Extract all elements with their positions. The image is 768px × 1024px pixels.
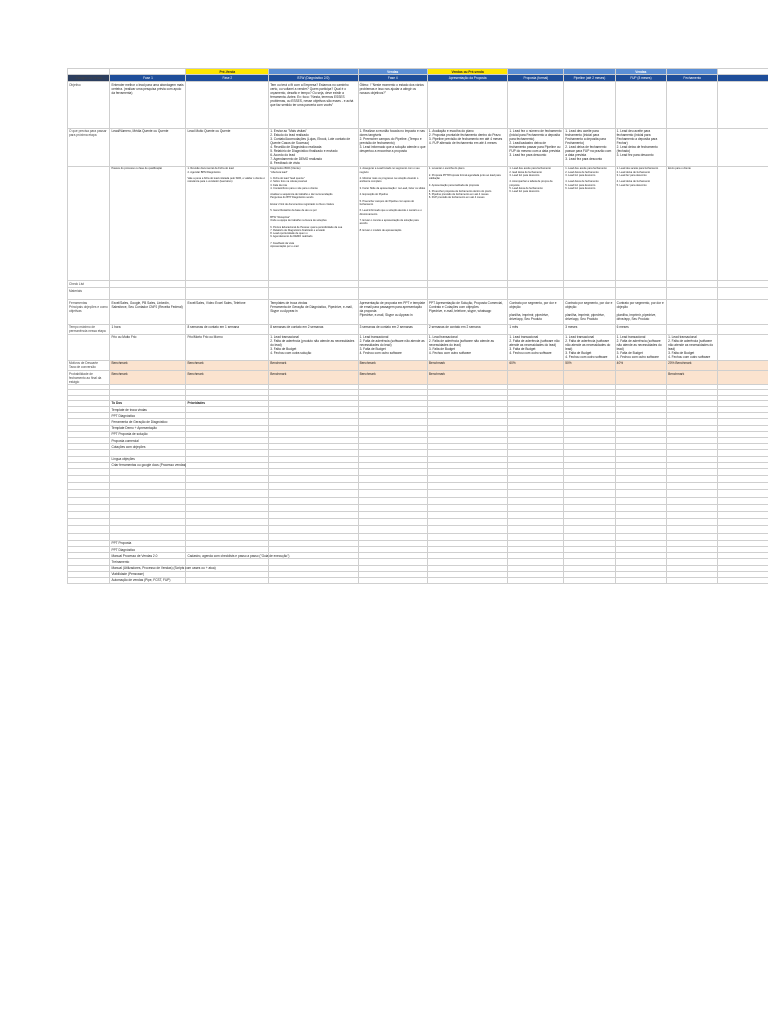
sheet-cell[interactable]: 1. Lead transacional 2. Falta de aderência (software não atende as necessidades do lead) 3. Falta de Budget 4. Fechou com outro software [358, 334, 427, 360]
sheet-cell[interactable] [358, 512, 427, 519]
sheet-cell[interactable] [68, 497, 110, 504]
sheet-cell[interactable]: Benchmark [186, 371, 269, 385]
sheet-cell[interactable]: Contrato por segmento, por dor e objeção planilha, imprimir, pipedrive, drive/app, Seu Produto [615, 300, 666, 324]
todo-item[interactable]: Template de troca vindas [110, 407, 186, 413]
empty-row [68, 497, 768, 504]
row-label[interactable] [68, 334, 110, 360]
todo-item[interactable]: Proposta comercial [110, 437, 186, 443]
sheet-cell[interactable] [508, 280, 564, 287]
sheet-cell[interactable] [508, 476, 564, 483]
sheet-cell[interactable] [615, 577, 666, 583]
sheet-cell[interactable]: 6 meses [615, 324, 666, 334]
sheet-cell[interactable]: Benchmark [667, 371, 718, 385]
sheet-cell[interactable] [68, 468, 110, 475]
deliverable-note[interactable] [186, 577, 269, 583]
sheet-row-ferramentas [68, 300, 768, 324]
sheet-cell[interactable] [68, 504, 110, 511]
sheet-cell[interactable] [718, 360, 768, 370]
sheet-cell[interactable]: Benchmark [110, 360, 186, 370]
sheet-cell[interactable]: Contrato por segmento, por dor e objeção planilha, imprimir, pipedrive, drive/app, Seu Produto [564, 300, 615, 324]
sheet-cell[interactable] [427, 483, 507, 490]
sheet-cell[interactable] [564, 483, 615, 490]
sheet-cell[interactable] [718, 280, 768, 287]
sheet-cell[interactable]: Excel/Sales, Vídeo Excel Sales, Telefone [186, 300, 269, 324]
sheet-cell[interactable] [358, 533, 427, 540]
sheet-cell[interactable] [718, 128, 768, 166]
sheet-cell[interactable]: 1. Revisão documental da Ficha do lead 2. Agendar BPM Diagnóstico Vale a pena a ficha do lead coletada pelo SDR, e validar o cliente é relevância para o vendedor (lead ativo) [186, 166, 269, 280]
sheet-cell[interactable] [615, 497, 666, 504]
sheet-cell[interactable]: 40% [615, 360, 666, 370]
sheet-cell[interactable] [508, 512, 564, 519]
deliverable-item[interactable]: Manual (Utilizadores, Processo de Vendas) (Scripts com cases ou + atua) [111, 566, 216, 571]
sheet-cell[interactable] [508, 526, 564, 533]
sheet-cell[interactable] [186, 497, 269, 504]
sheet-cell[interactable]: 8 semanas de contato em 1 semana [186, 324, 269, 334]
sheet-cell[interactable]: 1. Levantar o escolha do plano 2. Proposta PPT/Proposta formal agendada junto ao lead para validação 3. Apresentação personalizada da proposta 4. Preencher proposta de fechamento dentro do prazo 5. Pipeline previsão de fechamento em até 4 meses 6. FUP previsão de fechamento em até 4 meses [427, 166, 507, 280]
sheet-cell[interactable]: Ótimo: ! "Neste momento o estado dos vários problemas e isso nos ajudar a atingir os nossos objetivos?" [358, 82, 427, 128]
sheet-cell[interactable] [427, 280, 507, 287]
sheet-cell[interactable] [718, 324, 768, 334]
sheet-cell[interactable] [110, 468, 186, 475]
sheet-cell[interactable] [186, 288, 269, 300]
sheet-cell[interactable] [564, 288, 615, 300]
sheet-cell[interactable]: Lead/Número, Média Quente ou Quente [110, 128, 186, 166]
sheet-cell[interactable] [667, 497, 718, 504]
sheet-cell[interactable] [358, 476, 427, 483]
deliverable-item[interactable]: PPT Proposta [110, 540, 186, 546]
sheet-cell[interactable]: 1. Lead fez o número de fechamento (inicial para Fechamento a deposita para fechamento) 2. Lead/cadastro deixa de fechamento passar para Pipeline ou FUP do mesmo com a data prevista 3. Lead fez para desconto [508, 128, 564, 166]
sheet-cell[interactable] [615, 504, 666, 511]
stage-header-cell[interactable]: Apresentação da Proposta [427, 75, 507, 82]
sheet-cell[interactable] [718, 371, 768, 385]
todo-item[interactable]: Ferramenta de Geração de Diagnóstico [110, 419, 186, 425]
sheet-cell[interactable] [564, 280, 615, 287]
sheet-cell[interactable] [667, 483, 718, 490]
empty-row [68, 490, 768, 497]
sheet-cell[interactable]: Templates de troca vindas Ferramenta de Geração de Diagnóstico, Pipedrive, e-mail, Skype ou Appear.in [269, 300, 358, 324]
sheet-cell[interactable]: 1. Lead transacional 2. Falta de aderência (software não atende as necessidades do lead) 3. Falta de Budget 4. Fechou com outro software [667, 334, 718, 360]
sheet-cell[interactable] [110, 288, 186, 300]
sheet-cell[interactable]: 1. Lead transacional 2. Falta de aderência (software não atende as necessidades do lead) 3. Falta de Budget 4. Fechou com outro software [427, 334, 507, 360]
sheet-cell[interactable] [110, 526, 186, 533]
sheet-cell[interactable] [508, 533, 564, 540]
sheet-cell[interactable] [358, 504, 427, 511]
sheet-cell[interactable]: 1. Assegurar a Lead focado no segmento com o seu negócio 2. Mostrar mais os progresso na solução visando o ambiente completo 3. Fazer Slide da apresentação / na Lead, fazer os slides 4. Exposição do Pipeline 5. Preencher campos do Pipeline com apoio do fechamento 6. Lead informado que a solução atende o cenário e o direcionamento 7. Enviar o convite a apresentação de solução para acordo 8. Enviar o modelo de apresentação [358, 166, 427, 280]
deliverable-item[interactable]: Automação de vendas (Pipe, FCST, FUP) [110, 577, 186, 583]
sheet-cell[interactable] [269, 526, 358, 533]
sheet-cell[interactable] [269, 280, 358, 287]
sheet-cell[interactable]: Diagnóstico BDR (Cliente) "Abertura lead" 1. Ficha do lead "lead quente" 2. Sobre foco na coleta possível 3. Fala da rota 4. Contato/Foco para o site para o cliente Analisar a sequência de trabalho e dar recomendação Perguntas do BTP Diagnóstico sendo Enviar 2 link de documentos registrado no fluxo criativa 5. Gerar Relatório da base de ato ou por BTW "Receptiva" Onde a equipe de trabalho na busca de soluções 6. Pontos Educacional de Pessoa: qual a periodicidade da sua 7. Relatório de Diagnóstico finalizado e enviado 8. Lead oportunidade de quem o 9. Agendamento de DEMO realizado 7. Feedback da vista Apresentação por e-mail [269, 166, 358, 280]
sheet-cell[interactable] [718, 82, 768, 128]
row-label[interactable]: Probabilidade de fechamento ao final da estágio [68, 371, 110, 385]
sheet-cell[interactable] [718, 300, 768, 324]
sheet-cell[interactable] [427, 519, 507, 526]
todo-item[interactable]: Cotações com objeções [110, 444, 186, 450]
sheet-cell[interactable] [427, 533, 507, 540]
deliverable-row [68, 577, 768, 583]
sheet-cell[interactable]: 20% Benchmark [667, 360, 718, 370]
sheet-cell[interactable] [186, 519, 269, 526]
sheet-cell[interactable] [269, 483, 358, 490]
todo-item[interactable]: PPT Diagnóstico [110, 413, 186, 419]
sheet-cell[interactable] [718, 577, 768, 583]
sheet-cell[interactable] [186, 483, 269, 490]
todo-item[interactable]: PPT Proposta de solução [110, 431, 186, 437]
stage-group-cell[interactable]: Vendas ou Pré-venda [427, 69, 507, 75]
sheet-cell[interactable] [667, 324, 718, 334]
sheet-cell[interactable]: Benchmark [186, 360, 269, 370]
sheet-cell[interactable] [508, 483, 564, 490]
sheet-cell[interactable] [667, 533, 718, 540]
sheet-cell[interactable] [508, 497, 564, 504]
sheet-cell[interactable] [718, 519, 768, 526]
stage-header-cell[interactable]: BTW (Diagnóstico 2/2) [269, 75, 358, 82]
sheet-cell[interactable]: Frio ou Muito Frio [110, 334, 186, 360]
stage-group-cell[interactable]: Vendas [615, 69, 666, 75]
sheet-cell[interactable]: 1. Enviar ao "Mais visitas" 2. Estudo do lead realizado 3. Contato/Acomodações (Lojas, Ebook, Lote contato de Quente Casos de Sucesso) 4. Reunião de Diagnóstico realizada 5. Relatório de Diagnóstico finalizado e enviado 6. Acordo do lead 7. Agendamento de DEMO realizado 8. Feedback de vista [269, 128, 358, 166]
sheet-cell[interactable] [186, 280, 269, 287]
stage-header-cell[interactable]: Fase 1 [110, 75, 186, 82]
stage-header-cell[interactable]: Pipeline (até 2 meses) [564, 75, 615, 82]
sheet-cell[interactable]: Benchmark [269, 360, 358, 370]
sheet-cell[interactable] [564, 512, 615, 519]
sheet-cell[interactable] [718, 476, 768, 483]
sheet-cell[interactable] [564, 476, 615, 483]
stage-header-cell[interactable]: Fase 2 [186, 75, 269, 82]
stage-header-cell[interactable]: Fase 4 [358, 75, 427, 82]
sheet-cell[interactable] [110, 476, 186, 483]
sheet-cell[interactable]: 1. Lead transacional 2. Falta de aderência (software não atende as necessidades do lead) 3. Falta de Budget 4. Fechou com outro software [564, 334, 615, 360]
sheet-row-passos [68, 166, 768, 280]
todo-item[interactable]: Template Demo + Apresentação [110, 425, 186, 431]
sheet-cell[interactable]: Entender melhor o lead para uma abordagem mais certeira. (realizar uma pesquisa prévia com apoio da ferramenta) [110, 82, 186, 128]
empty-row [68, 468, 768, 475]
sheet-cell[interactable]: Apresentação de proposta em PPT e template de email para passagem para apresentação da proposta Pipedrive, e-mail, Skype ou Appear.in [358, 300, 427, 324]
sheet-cell[interactable]: 1. Avaliação e escolha do plano 2. Proposta pronta/de fechamento dentro do Prazo 3. Pipeline previsão de fechamento em até 4 meses 4. FUP alterado de fechamento em até 4 meses [427, 128, 507, 166]
sheet-cell[interactable] [508, 371, 564, 385]
deliverable-item[interactable]: Manual Processo de Vendas 2.0 [110, 553, 186, 559]
sheet-cell[interactable] [508, 82, 564, 128]
sheet-cell[interactable] [186, 526, 269, 533]
sheet-cell[interactable] [508, 288, 564, 300]
sheet-cell[interactable] [615, 519, 666, 526]
sheet-cell[interactable] [427, 504, 507, 511]
sheet-cell[interactable] [718, 483, 768, 490]
sheet-cell[interactable] [68, 526, 110, 533]
sheet-cell[interactable] [427, 577, 507, 583]
sheet-cell[interactable] [269, 497, 358, 504]
sheet-cell[interactable] [718, 526, 768, 533]
stage-header-cell[interactable]: FUP (8 meses) [615, 75, 666, 82]
sheet-cell[interactable]: 3 semanas de contato em 2 semanas [358, 324, 427, 334]
sheet-cell[interactable] [358, 483, 427, 490]
sheet-cell[interactable] [186, 504, 269, 511]
sheet-cell[interactable] [667, 300, 718, 324]
empty-row [68, 533, 768, 540]
sheet-cell[interactable] [667, 490, 718, 497]
sheet-cell[interactable] [110, 519, 186, 526]
sheet-cell[interactable] [615, 533, 666, 540]
sheet-cell[interactable] [427, 468, 507, 475]
sheet-cell[interactable] [110, 504, 186, 511]
sheet-cell[interactable] [615, 280, 666, 287]
sheet-cell[interactable] [358, 497, 427, 504]
sheet-cell[interactable]: PPT Apresentação de Solução, Proposta Comercial, Contrato e Cotações com objeções Pipedrive, e-mail, telefone, skype, whatsapp [427, 300, 507, 324]
sheet-cell[interactable] [186, 476, 269, 483]
sheet-cell[interactable] [615, 512, 666, 519]
sheet-cell[interactable] [615, 476, 666, 483]
sheet-cell[interactable] [427, 490, 507, 497]
sheet-cell[interactable] [667, 128, 718, 166]
row-label[interactable]: Ferramentas Principais objeções e como objetivas [68, 300, 110, 324]
sheet-cell[interactable]: 50% [564, 360, 615, 370]
sheet-cell[interactable]: 8 semanas de contato em 2 semanas [269, 324, 358, 334]
sheet-cell[interactable] [269, 512, 358, 519]
sheet-cell[interactable]: Benchmark [110, 371, 186, 385]
sheet-cell[interactable] [667, 476, 718, 483]
sheet-cell[interactable] [508, 490, 564, 497]
sheet-cell[interactable]: Benchmark [269, 371, 358, 385]
sheet-cell[interactable]: Lead Muito Quente ou Quente [186, 128, 269, 166]
sheet-cell[interactable] [358, 468, 427, 475]
row-label[interactable]: Motivos de Descarte Taxa de conversão [68, 360, 110, 370]
sheet-cell[interactable]: 1. Lead transacional 2. Falta de aderência (software não atende as necessidades do lead) 3. Falta de Budget 4. Fechou com outro software [615, 334, 666, 360]
empty-row [68, 519, 768, 526]
sheet-cell[interactable] [615, 288, 666, 300]
sheet-cell[interactable] [718, 504, 768, 511]
deliverable-item[interactable]: PPT Diagnóstico [110, 546, 186, 552]
sheet-cell[interactable] [564, 504, 615, 511]
sheet-cell[interactable] [718, 490, 768, 497]
todo-item[interactable]: Criar ferramentas ou google docs (Processo vendas) [111, 463, 187, 468]
row-label[interactable]: Check List [68, 280, 110, 287]
sheet-row-tempo [68, 324, 768, 334]
todo-item[interactable]: Língua objeções [110, 456, 186, 462]
sheet-row-saida [68, 334, 768, 360]
sheet-cell[interactable] [68, 476, 110, 483]
sheet-cell[interactable] [358, 490, 427, 497]
spreadsheet [67, 68, 768, 584]
sheet-cell[interactable] [615, 483, 666, 490]
sheet-cell[interactable] [667, 504, 718, 511]
sheet-row-materiais [68, 288, 768, 300]
sheet-cell[interactable] [615, 468, 666, 475]
sheet-cell[interactable] [508, 468, 564, 475]
sheet-cell[interactable]: Benchmark [427, 360, 507, 370]
sheet-cell[interactable] [508, 504, 564, 511]
sheet-cell[interactable]: 3 meses [564, 324, 615, 334]
sheet-cell[interactable]: Benchmark [427, 371, 507, 385]
sheet-cell[interactable] [718, 468, 768, 475]
row-label[interactable]: Tempo máximo de permanência nessa etapa [68, 324, 110, 334]
deliverable-note[interactable]: Cadastro, agenda com checklists e passo a passo ("Guia de execução") [187, 553, 290, 558]
sheet-cell[interactable]: Excel/Sales, Google, PB Sales, Linkedin, Salesforce, Seu Contador CNPJ (Receita Federal) [110, 300, 186, 324]
sheet-cell[interactable] [186, 82, 269, 128]
sheet-cell[interactable] [564, 533, 615, 540]
sheet-cell[interactable] [667, 526, 718, 533]
sheet-cell[interactable] [427, 288, 507, 300]
sheet-cell[interactable] [68, 490, 110, 497]
sheet-cell[interactable]: 1. Lead deu aceite para fechamento 2. Lead deixa de fechamento 3. Lead fez para desconto 4. Lead deixa de fechamento 5. Lead fez para desconto 6. Lead fez para desconto [564, 166, 615, 280]
empty-row [68, 476, 768, 483]
sheet-cell[interactable] [564, 371, 615, 385]
sheet-cell[interactable] [110, 490, 186, 497]
sheet-cell[interactable] [718, 288, 768, 300]
sheet-cell[interactable] [564, 468, 615, 475]
sheet-cell[interactable] [718, 533, 768, 540]
sheet-cell[interactable]: Frio/Morto Frio ou Morno [186, 334, 269, 360]
row-label[interactable]: O que precisa para passar para próxima etapa [68, 128, 110, 166]
sheet-cell[interactable] [564, 490, 615, 497]
sheet-cell[interactable]: Envio para o cliente [667, 166, 718, 280]
sheet-cell[interactable] [427, 526, 507, 533]
sheet-cell[interactable] [68, 577, 110, 583]
row-label[interactable] [68, 166, 110, 280]
sheet-cell[interactable] [269, 519, 358, 526]
sheet-cell[interactable]: 60% [508, 360, 564, 370]
empty-row [68, 483, 768, 490]
sheet-cell[interactable] [186, 512, 269, 519]
stage-header-cell[interactable]: Proposta (formal) [508, 75, 564, 82]
sheet-cell[interactable] [269, 288, 358, 300]
empty-row [68, 526, 768, 533]
sheet-cell[interactable] [427, 497, 507, 504]
sheet-cell[interactable] [358, 280, 427, 287]
row-label[interactable]: Materiais [68, 288, 110, 300]
sheet-cell[interactable]: 1. Lead deu aceite para fechamento (inicial para Fechamento a deposita para Fechar) 2. Lead deixa de fechamento (fechado) 3. Lead fez para desconto [615, 128, 666, 166]
sheet-cell[interactable] [718, 497, 768, 504]
sheet-cell[interactable] [186, 490, 269, 497]
stage-group-cell[interactable]: Pré-Venda [186, 69, 269, 75]
sheet-cell[interactable] [667, 288, 718, 300]
stage-header-cell[interactable]: Estágios da Venda [68, 75, 110, 82]
todo-title[interactable]: To Dos [110, 400, 186, 406]
sheet-cell[interactable]: 1. Lead deu aceite para fechamento 2. lead deixa de fechamento 3. Lead fez para desconto 4. Acompanhar a tabela de preços da proposta 5. Lead deixa de fechamento 6. Lead fez para desconto [508, 166, 564, 280]
empty-row [68, 504, 768, 511]
sheet-cell[interactable] [427, 82, 507, 128]
sheet-cell[interactable] [186, 533, 269, 540]
sheet-cell[interactable] [615, 371, 666, 385]
sheet-cell[interactable] [110, 533, 186, 540]
sheet-cell[interactable] [667, 280, 718, 287]
sheet-cell[interactable]: 1 hora [110, 324, 186, 334]
sheet-cell[interactable] [110, 512, 186, 519]
sheet-row-passar [68, 128, 768, 166]
stage-header-cell[interactable]: Fechamento [667, 75, 718, 82]
sheet-cell[interactable]: Tem ou terá o fit com a Empresa? Estamos no caminho certo, ou voltarei a vender? Quem participa? Qual é o orçamento, desafio e tempo? Ou seja, deve existir a ferramenta. Antes: Ex: foco: "Nesta, teremos ESSES problemas, ou ESSES, nesse objetivos são esses - e achá que faz sentido ter uma parceria com vocês" [269, 82, 358, 128]
sheet-cell[interactable]: Passos do processo ou fase de qualificação [110, 166, 186, 280]
sheet-cell[interactable]: Benchmark [358, 360, 427, 370]
stage-header-cell[interactable] [718, 75, 768, 82]
sheet-cell[interactable] [564, 526, 615, 533]
sheet-cell[interactable]: Contrato por segmento, por dor e objeção planilha, imprimir, pipedrive, drive/app, Seu Produto [508, 300, 564, 324]
sheet-cell[interactable] [508, 519, 564, 526]
sheet-cell[interactable] [358, 288, 427, 300]
sheet-cell[interactable]: 1. Lead transacional 2. Falta de aderência (produto não atende as necessidades do lead) 3. Falta de Budget 4. Fechou com outra solução [269, 334, 358, 360]
sheet-cell[interactable]: 2 semanas de contato em 2 semana [427, 324, 507, 334]
sheet-cell[interactable]: Benchmark [358, 371, 427, 385]
sheet-cell[interactable] [564, 82, 615, 128]
sheet-cell[interactable] [110, 483, 186, 490]
empty-row [68, 512, 768, 519]
sheet-cell[interactable] [564, 497, 615, 504]
sheet-cell[interactable] [269, 476, 358, 483]
sheet-cell[interactable]: 1. Realizar a reunião focada no Impacto e nas dores tangíveis 2. Preencher campos do Pipeline. (Tempo e previsão de fechamento) 3. Lead informado que a solução atende o que despertou a encontrar a proposta [358, 128, 427, 166]
sheet-cell[interactable]: 1. Lead deu aceite para fechamento 2. Lead deixa de fechamento 3. Lead fez para desconto 4. Lead deixa de fechamento 5. Lead fez para desconto [615, 166, 666, 280]
sheet-cell[interactable] [718, 334, 768, 360]
sheet-row-objetivo [68, 82, 768, 128]
sheet-cell[interactable] [269, 504, 358, 511]
sheet-cell[interactable] [508, 577, 564, 583]
stage-group-cell[interactable]: Vendas [358, 69, 427, 75]
sheet-cell[interactable]: 1 mês [508, 324, 564, 334]
sheet-cell[interactable] [427, 476, 507, 483]
sheet-cell[interactable] [667, 519, 718, 526]
sheet-cell[interactable] [358, 519, 427, 526]
sheet-cell[interactable] [615, 490, 666, 497]
sheet-cell[interactable] [269, 490, 358, 497]
sheet-cell[interactable]: 1. Lead deu aceite para fechamento (inicial para Fechamento a deposita para Fechamento) 2. Lead deixa de fechamento passar para FUP na prazão com a data prevista 3. Lead fez para desconto [564, 128, 615, 166]
deliverable-item[interactable]: Viabilidade (Pensvase) [110, 571, 186, 577]
priorities-title[interactable]: Prioridades [186, 400, 269, 406]
sheet-cell[interactable] [68, 519, 110, 526]
sheet-cell[interactable] [68, 512, 110, 519]
sheet-cell[interactable] [110, 280, 186, 287]
sheet-cell[interactable] [667, 82, 718, 128]
sheet-row-checklist [68, 280, 768, 287]
sheet-cell[interactable] [68, 533, 110, 540]
stage-header-row [68, 75, 768, 82]
sheet-cell[interactable]: 1. Lead transacional 2. Falta de aderência (software não atende as necessidades do lead) 3. Falta de Budget 4. Fechou com outro software [508, 334, 564, 360]
sheet-cell[interactable] [186, 468, 269, 475]
sheet-cell[interactable] [110, 497, 186, 504]
sheet-cell[interactable] [358, 526, 427, 533]
sheet-cell[interactable] [269, 468, 358, 475]
sheet-row-prob [68, 371, 768, 385]
sheet-cell[interactable] [564, 519, 615, 526]
sheet-cell[interactable] [615, 82, 666, 128]
sheet-cell[interactable] [615, 526, 666, 533]
sheet-cell[interactable] [427, 512, 507, 519]
sheet-cell[interactable] [718, 512, 768, 519]
sheet-cell[interactable] [269, 533, 358, 540]
sheet-cell[interactable] [667, 512, 718, 519]
deliverable-item[interactable]: Treinamento [110, 559, 186, 565]
sheet-cell[interactable] [564, 577, 615, 583]
sheet-cell[interactable] [269, 577, 358, 583]
sheet-cell[interactable] [68, 483, 110, 490]
sheet-cell[interactable] [667, 577, 718, 583]
sheet-cell[interactable] [667, 468, 718, 475]
sheet-row-taxa [68, 360, 768, 370]
sheet-cell[interactable] [358, 577, 427, 583]
row-label[interactable]: Objetivo [68, 82, 110, 128]
sheet-cell[interactable] [718, 166, 768, 280]
